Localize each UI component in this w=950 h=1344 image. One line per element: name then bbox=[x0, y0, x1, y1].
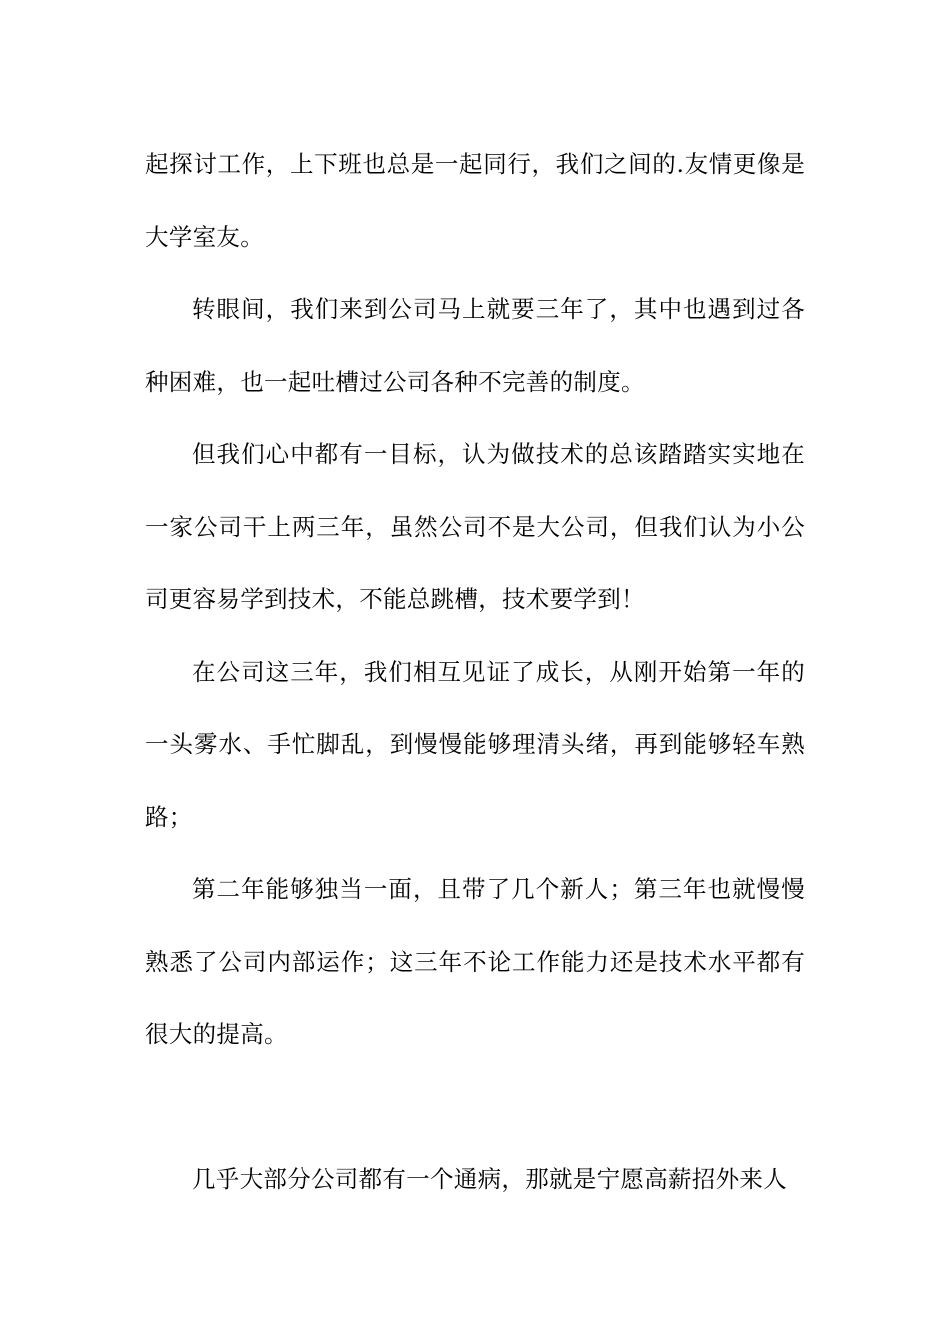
paragraph-gap bbox=[145, 1071, 805, 1144]
paragraph-6: 几乎大部分公司都有一个通病，那就是宁愿高薪招外来人 bbox=[192, 1165, 787, 1193]
paragraph-2: 转眼间，我们来到公司马上就要三年了，其中也遇到过各种困难，也一起吐槽过公司各种不完善的制度。 bbox=[145, 295, 805, 396]
paragraph-4: 在公司这三年，我们相互见证了成长，从刚开始第一年的一头雾水、手忙脚乱，到慢慢能够理清头绪，再到能够轻车熟路； bbox=[145, 657, 805, 831]
document-body bbox=[145, 128, 805, 1216]
paragraph-3: 但我们心中都有一目标，认为做技术的总该踏踏实实地在一家公司干上两三年，虽然公司不是大公司，但我们认为小公司更容易学到技术，不能总跳槽，技术要学到！ bbox=[145, 440, 805, 613]
paragraph-5: 第二年能够独当一面，且带了几个新人；第三年也就慢慢熟悉了公司内部运作；这三年不论工作能力还是技术水平都有很大的提高。 bbox=[145, 875, 805, 1048]
paragraph-1: 起探讨工作，上下班也总是一起同行，我们之间的.友情更像是大学室友。 bbox=[145, 150, 805, 251]
